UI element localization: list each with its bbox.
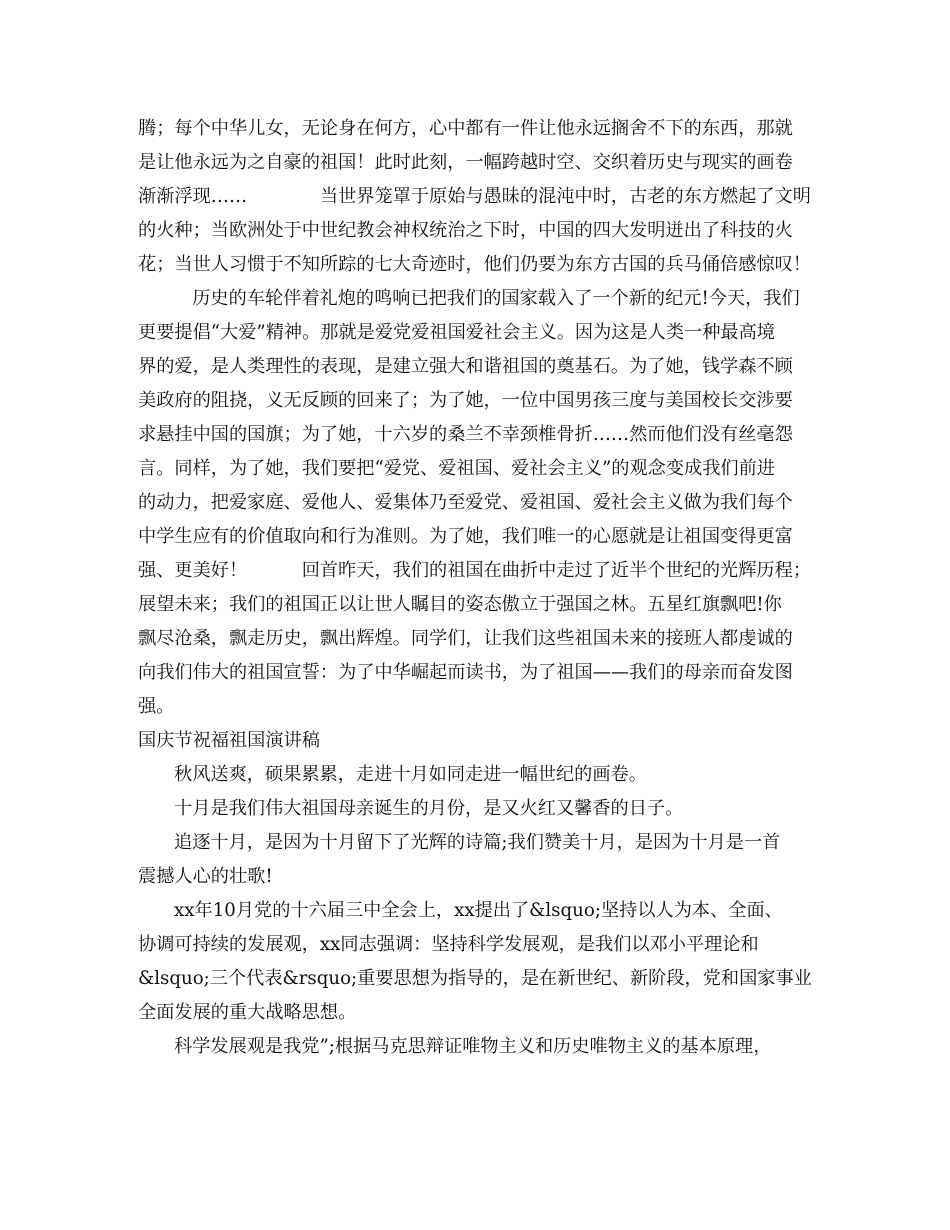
text-line: 的动力，把爱家庭、爱他人、爱集体乃至爱党、爱祖国、爱社会主义做为我们每个 [138, 492, 793, 513]
text-line: 言。同样，为了她，我们要把“爱党、爱祖国、爱社会主义”的观念变成我们前进 [138, 458, 775, 479]
text-line: 界的爱，是人类理性的表现，是建立强大和谐祖国的奠基石。为了她，钱学森不顾 [138, 356, 793, 377]
text-line: 美政府的阻挠，义无反顾的回来了；为了她，一位中国男孩三度与美国校长交涉要 [138, 390, 793, 411]
text-line: 强。 [138, 696, 175, 717]
text-line: xx年10月党的十六届三中全会上，xx提出了&lsquo;坚持以人为本、全面、 [174, 900, 783, 921]
text-line: 历史的车轮伴着礼炮的鸣响已把我们的国家载入了一个新的纪元!今天，我们 [174, 288, 800, 309]
section-title: 国庆节祝福祖国演讲稿 [138, 730, 320, 751]
text-line: 震撼人心的壮歌! [138, 866, 273, 887]
text-line: &lsquo;三个代表&rsquo;重要思想为指导的，是在新世纪、新阶段，党和国家事业 [138, 968, 812, 989]
text-line: 中学生应有的价值取向和行为准则。为了她，我们唯一的心愿就是让祖国变得更富 [138, 526, 793, 547]
text-line: 飘尽沧桑，飘走历史，飘出辉煌。同学们，让我们这些祖国未来的接班人都虔诚的 [138, 628, 793, 649]
text-line: 十月是我们伟大祖国母亲诞生的月份，是又火红又馨香的日子。 [174, 798, 684, 819]
text-line: 的火种；当欧洲处于中世纪教会神权统治之下时，中国的四大发明迸出了科技的火 [138, 220, 793, 241]
text-line: 全面发展的重大战略思想。 [138, 1002, 357, 1023]
text-line: 向我们伟大的祖国宣誓：为了中华崛起而读书，为了祖国——我们的母亲而奋发图 [138, 662, 793, 683]
text-line: 渐渐浮现…… 当世界笼罩于原始与愚昧的混沌中时，古老的东方燃起了文明 [138, 186, 811, 207]
text-line: 协调可持续的发展观，xx同志强调：坚持科学发展观，是我们以邓小平理论和 [138, 934, 759, 955]
text-line: 求悬挂中国的国旗；为了她，十六岁的桑兰不幸颈椎骨折……然而他们没有丝毫怨 [138, 424, 793, 445]
text-line: 展望未来；我们的祖国正以让世人瞩目的姿态傲立于强国之林。五星红旗飘吧!你 [138, 594, 782, 615]
text-line: 强、更美好！ 回首昨天，我们的祖国在曲折中走过了近半个世纪的光辉历程； [138, 560, 811, 581]
text-line: 花；当世人习惯于不知所踪的七大奇迹时，他们仍要为东方古国的兵马俑倍感惊叹！ [138, 254, 811, 275]
text-line: 科学发展观是我党”;根据马克思辩证唯物主义和历史唯物主义的基本原理， [174, 1036, 772, 1057]
text-line: 腾；每个中华儿女，无论身在何方，心中都有一件让他永远搁舍不下的东西，那就 [138, 118, 793, 139]
text-line: 是让他永远为之自豪的祖国！此时此刻，一幅跨越时空、交织着历史与现实的画卷 [138, 152, 793, 173]
text-line: 追逐十月，是因为十月留下了光辉的诗篇;我们赞美十月，是因为十月是一首 [174, 832, 781, 853]
text-line: 更要提倡“大爱”精神。那就是爱党爱祖国爱社会主义。因为这是人类一种最高境 [138, 322, 775, 343]
text-line: 秋风送爽，硕果累累，走进十月如同走进一幅世纪的画卷。 [174, 764, 647, 785]
